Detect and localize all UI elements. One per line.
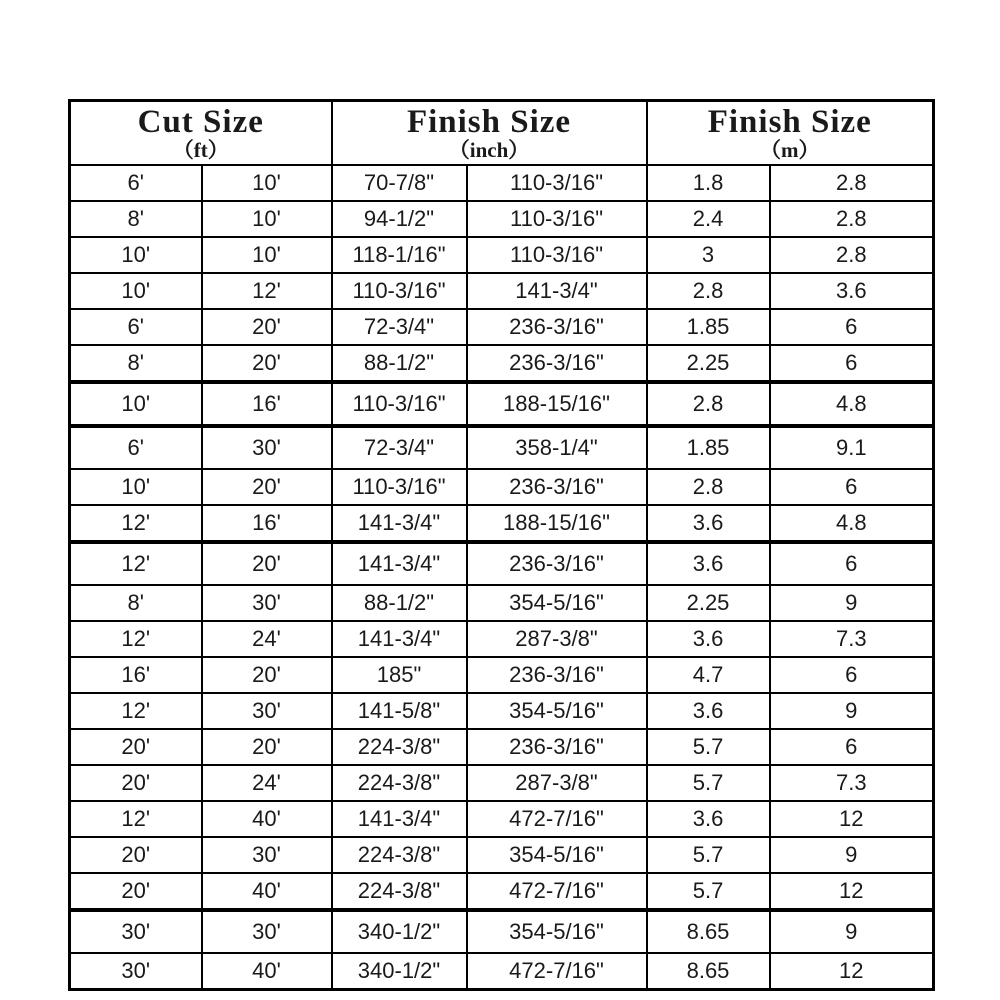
table-row — [70, 201, 934, 237]
cell-finish-width-m: 3.6 — [647, 801, 770, 837]
cell-cut-length-ft: 30' — [202, 693, 332, 729]
cell-finish-width-inch: 88-1/2" — [332, 585, 467, 621]
cell-finish-length-m: 6 — [770, 657, 934, 693]
cell-finish-width-m: 5.7 — [647, 729, 770, 765]
cell-finish-width-m: 5.7 — [647, 873, 770, 910]
cell-finish-width-inch: 224-3/8" — [332, 729, 467, 765]
cell-finish-length-m: 3.6 — [770, 273, 934, 309]
cell-finish-width-inch: 110-3/16" — [332, 382, 467, 426]
cell-finish-length-inch: 188-15/16" — [467, 382, 647, 426]
cell-finish-width-m: 8.65 — [647, 910, 770, 953]
cell-finish-length-inch: 236-3/16" — [467, 729, 647, 765]
cell-finish-width-inch: 70-7/8" — [332, 165, 467, 201]
cell-finish-width-inch: 110-3/16" — [332, 469, 467, 505]
cell-finish-width-m: 1.85 — [647, 309, 770, 345]
cell-cut-width-ft: 30' — [70, 953, 202, 990]
cell-finish-width-m: 3.6 — [647, 542, 770, 585]
cell-finish-width-m: 2.8 — [647, 469, 770, 505]
cell-finish-width-m: 1.85 — [647, 426, 770, 469]
cell-finish-width-m: 2.4 — [647, 201, 770, 237]
table-row — [70, 585, 934, 621]
table-row — [70, 693, 934, 729]
cell-finish-width-m: 5.7 — [647, 837, 770, 873]
cell-finish-length-inch: 110-3/16" — [467, 201, 647, 237]
cell-finish-width-inch: 88-1/2" — [332, 345, 467, 382]
cell-finish-length-m: 9.1 — [770, 426, 934, 469]
cell-cut-length-ft: 40' — [202, 953, 332, 990]
table-row — [70, 837, 934, 873]
header-unit: （m） — [760, 137, 820, 162]
cell-finish-length-inch: 287-3/8" — [467, 621, 647, 657]
cell-cut-width-ft: 16' — [70, 657, 202, 693]
cell-finish-length-m: 4.8 — [770, 382, 934, 426]
cell-finish-length-inch: 236-3/16" — [467, 309, 647, 345]
cell-finish-width-inch: 340-1/2" — [332, 953, 467, 990]
table-row — [70, 505, 934, 542]
table-row — [70, 801, 934, 837]
cell-cut-width-ft: 6' — [70, 309, 202, 345]
header-title: Cut Size — [137, 103, 264, 140]
cell-finish-width-inch: 141-3/4" — [332, 542, 467, 585]
cell-cut-length-ft: 30' — [202, 426, 332, 469]
cell-finish-length-inch: 236-3/16" — [467, 542, 647, 585]
cell-finish-length-inch: 287-3/8" — [467, 765, 647, 801]
cell-cut-length-ft: 10' — [202, 201, 332, 237]
table-row — [70, 621, 934, 657]
cell-cut-width-ft: 10' — [70, 273, 202, 309]
header-cut-size-ft — [70, 101, 332, 166]
cell-cut-length-ft: 20' — [202, 657, 332, 693]
cell-finish-width-inch: 185" — [332, 657, 467, 693]
cell-cut-width-ft: 12' — [70, 542, 202, 585]
cell-cut-length-ft: 10' — [202, 165, 332, 201]
table-header — [70, 101, 934, 166]
cell-cut-length-ft: 20' — [202, 309, 332, 345]
table-row — [70, 729, 934, 765]
cell-finish-length-inch: 472-7/16" — [467, 953, 647, 990]
cell-cut-width-ft: 8' — [70, 201, 202, 237]
cell-cut-length-ft: 20' — [202, 469, 332, 505]
cell-cut-length-ft: 30' — [202, 837, 332, 873]
table-row — [70, 469, 934, 505]
cell-finish-length-m: 2.8 — [770, 201, 934, 237]
cell-finish-width-m: 2.8 — [647, 382, 770, 426]
cell-cut-width-ft: 20' — [70, 729, 202, 765]
cell-finish-length-inch: 236-3/16" — [467, 469, 647, 505]
cell-finish-length-inch: 236-3/16" — [467, 657, 647, 693]
cell-finish-length-m: 7.3 — [770, 621, 934, 657]
cell-cut-width-ft: 12' — [70, 621, 202, 657]
cell-cut-length-ft: 24' — [202, 621, 332, 657]
cell-cut-width-ft: 20' — [70, 765, 202, 801]
table-row — [70, 309, 934, 345]
table-row — [70, 765, 934, 801]
table-row — [70, 953, 934, 990]
header-title: Finish Size — [406, 103, 572, 140]
cell-finish-width-inch: 118-1/16" — [332, 237, 467, 273]
cell-cut-width-ft: 12' — [70, 801, 202, 837]
cell-finish-length-inch: 358-1/4" — [467, 426, 647, 469]
cell-cut-width-ft: 12' — [70, 505, 202, 542]
cell-finish-length-m: 9 — [770, 693, 934, 729]
cell-cut-length-ft: 40' — [202, 801, 332, 837]
table-row — [70, 542, 934, 585]
cell-cut-length-ft: 30' — [202, 585, 332, 621]
cell-cut-length-ft: 30' — [202, 910, 332, 953]
cell-finish-width-inch: 141-3/4" — [332, 505, 467, 542]
cell-cut-length-ft: 16' — [202, 505, 332, 542]
cell-cut-width-ft: 10' — [70, 469, 202, 505]
cell-cut-length-ft: 10' — [202, 237, 332, 273]
cell-finish-length-m: 7.3 — [770, 765, 934, 801]
cell-cut-width-ft: 12' — [70, 693, 202, 729]
table-row — [70, 910, 934, 953]
cell-finish-length-m: 9 — [770, 910, 934, 953]
size-conversion-table — [68, 99, 935, 991]
cell-finish-length-m: 6 — [770, 345, 934, 382]
cell-cut-width-ft: 6' — [70, 165, 202, 201]
cell-finish-width-m: 1.8 — [647, 165, 770, 201]
header-finish-size-inch — [332, 101, 647, 166]
table-row — [70, 382, 934, 426]
cell-cut-width-ft: 20' — [70, 873, 202, 910]
cell-finish-length-inch: 354-5/16" — [467, 910, 647, 953]
cell-finish-width-inch: 94-1/2" — [332, 201, 467, 237]
cell-cut-width-ft: 30' — [70, 910, 202, 953]
cell-finish-length-inch: 354-5/16" — [467, 837, 647, 873]
cell-finish-length-inch: 110-3/16" — [467, 165, 647, 201]
cell-cut-length-ft: 40' — [202, 873, 332, 910]
cell-finish-width-inch: 224-3/8" — [332, 873, 467, 910]
cell-finish-length-m: 2.8 — [770, 165, 934, 201]
cell-cut-length-ft: 20' — [202, 542, 332, 585]
cell-finish-width-m: 2.8 — [647, 273, 770, 309]
cell-finish-width-m: 4.7 — [647, 657, 770, 693]
cell-cut-width-ft: 10' — [70, 237, 202, 273]
cell-finish-length-inch: 472-7/16" — [467, 801, 647, 837]
cell-cut-length-ft: 20' — [202, 729, 332, 765]
cell-finish-length-inch: 236-3/16" — [467, 345, 647, 382]
header-unit: （inch） — [448, 137, 530, 162]
cell-finish-width-inch: 340-1/2" — [332, 910, 467, 953]
cell-finish-width-inch: 224-3/8" — [332, 765, 467, 801]
table-row — [70, 873, 934, 910]
cell-cut-length-ft: 12' — [202, 273, 332, 309]
cell-finish-width-inch: 72-3/4" — [332, 309, 467, 345]
table-row — [70, 237, 934, 273]
cell-finish-width-inch: 141-5/8" — [332, 693, 467, 729]
header-finish-size-m — [647, 101, 934, 166]
cell-finish-length-inch: 141-3/4" — [467, 273, 647, 309]
cell-finish-width-m: 8.65 — [647, 953, 770, 990]
cell-cut-width-ft: 10' — [70, 382, 202, 426]
cell-finish-width-m: 3.6 — [647, 505, 770, 542]
table-row — [70, 345, 934, 382]
cell-finish-width-inch: 141-3/4" — [332, 801, 467, 837]
cell-finish-length-inch: 110-3/16" — [467, 237, 647, 273]
cell-finish-length-inch: 472-7/16" — [467, 873, 647, 910]
cell-cut-width-ft: 8' — [70, 585, 202, 621]
cell-finish-length-m: 9 — [770, 837, 934, 873]
table-row — [70, 657, 934, 693]
cell-finish-length-m: 6 — [770, 309, 934, 345]
cell-finish-length-inch: 354-5/16" — [467, 693, 647, 729]
table-row — [70, 426, 934, 469]
table-body — [70, 165, 934, 990]
header-title: Finish Size — [707, 103, 872, 140]
cell-finish-width-inch: 224-3/8" — [332, 837, 467, 873]
cell-finish-length-inch: 188-15/16" — [467, 505, 647, 542]
cell-finish-length-m: 9 — [770, 585, 934, 621]
cell-cut-length-ft: 16' — [202, 382, 332, 426]
cell-finish-width-m: 3 — [647, 237, 770, 273]
cell-finish-length-inch: 354-5/16" — [467, 585, 647, 621]
cell-cut-length-ft: 24' — [202, 765, 332, 801]
cell-finish-width-m: 5.7 — [647, 765, 770, 801]
cell-finish-width-m: 2.25 — [647, 585, 770, 621]
table-row — [70, 273, 934, 309]
cell-finish-length-m: 6 — [770, 469, 934, 505]
cell-cut-width-ft: 20' — [70, 837, 202, 873]
cell-finish-width-inch: 110-3/16" — [332, 273, 467, 309]
cell-finish-length-m: 12 — [770, 801, 934, 837]
cell-finish-length-m: 12 — [770, 873, 934, 910]
cell-finish-length-m: 6 — [770, 729, 934, 765]
cell-cut-width-ft: 6' — [70, 426, 202, 469]
header-row — [70, 101, 934, 166]
cell-cut-width-ft: 8' — [70, 345, 202, 382]
cell-finish-width-m: 2.25 — [647, 345, 770, 382]
cell-finish-width-inch: 72-3/4" — [332, 426, 467, 469]
header-unit: （ft） — [172, 137, 229, 162]
cell-finish-length-m: 4.8 — [770, 505, 934, 542]
cell-finish-length-m: 2.8 — [770, 237, 934, 273]
cell-cut-length-ft: 20' — [202, 345, 332, 382]
cell-finish-width-m: 3.6 — [647, 621, 770, 657]
table-row — [70, 165, 934, 201]
cell-finish-length-m: 12 — [770, 953, 934, 990]
cell-finish-width-inch: 141-3/4" — [332, 621, 467, 657]
cell-finish-length-m: 6 — [770, 542, 934, 585]
cell-finish-width-m: 3.6 — [647, 693, 770, 729]
